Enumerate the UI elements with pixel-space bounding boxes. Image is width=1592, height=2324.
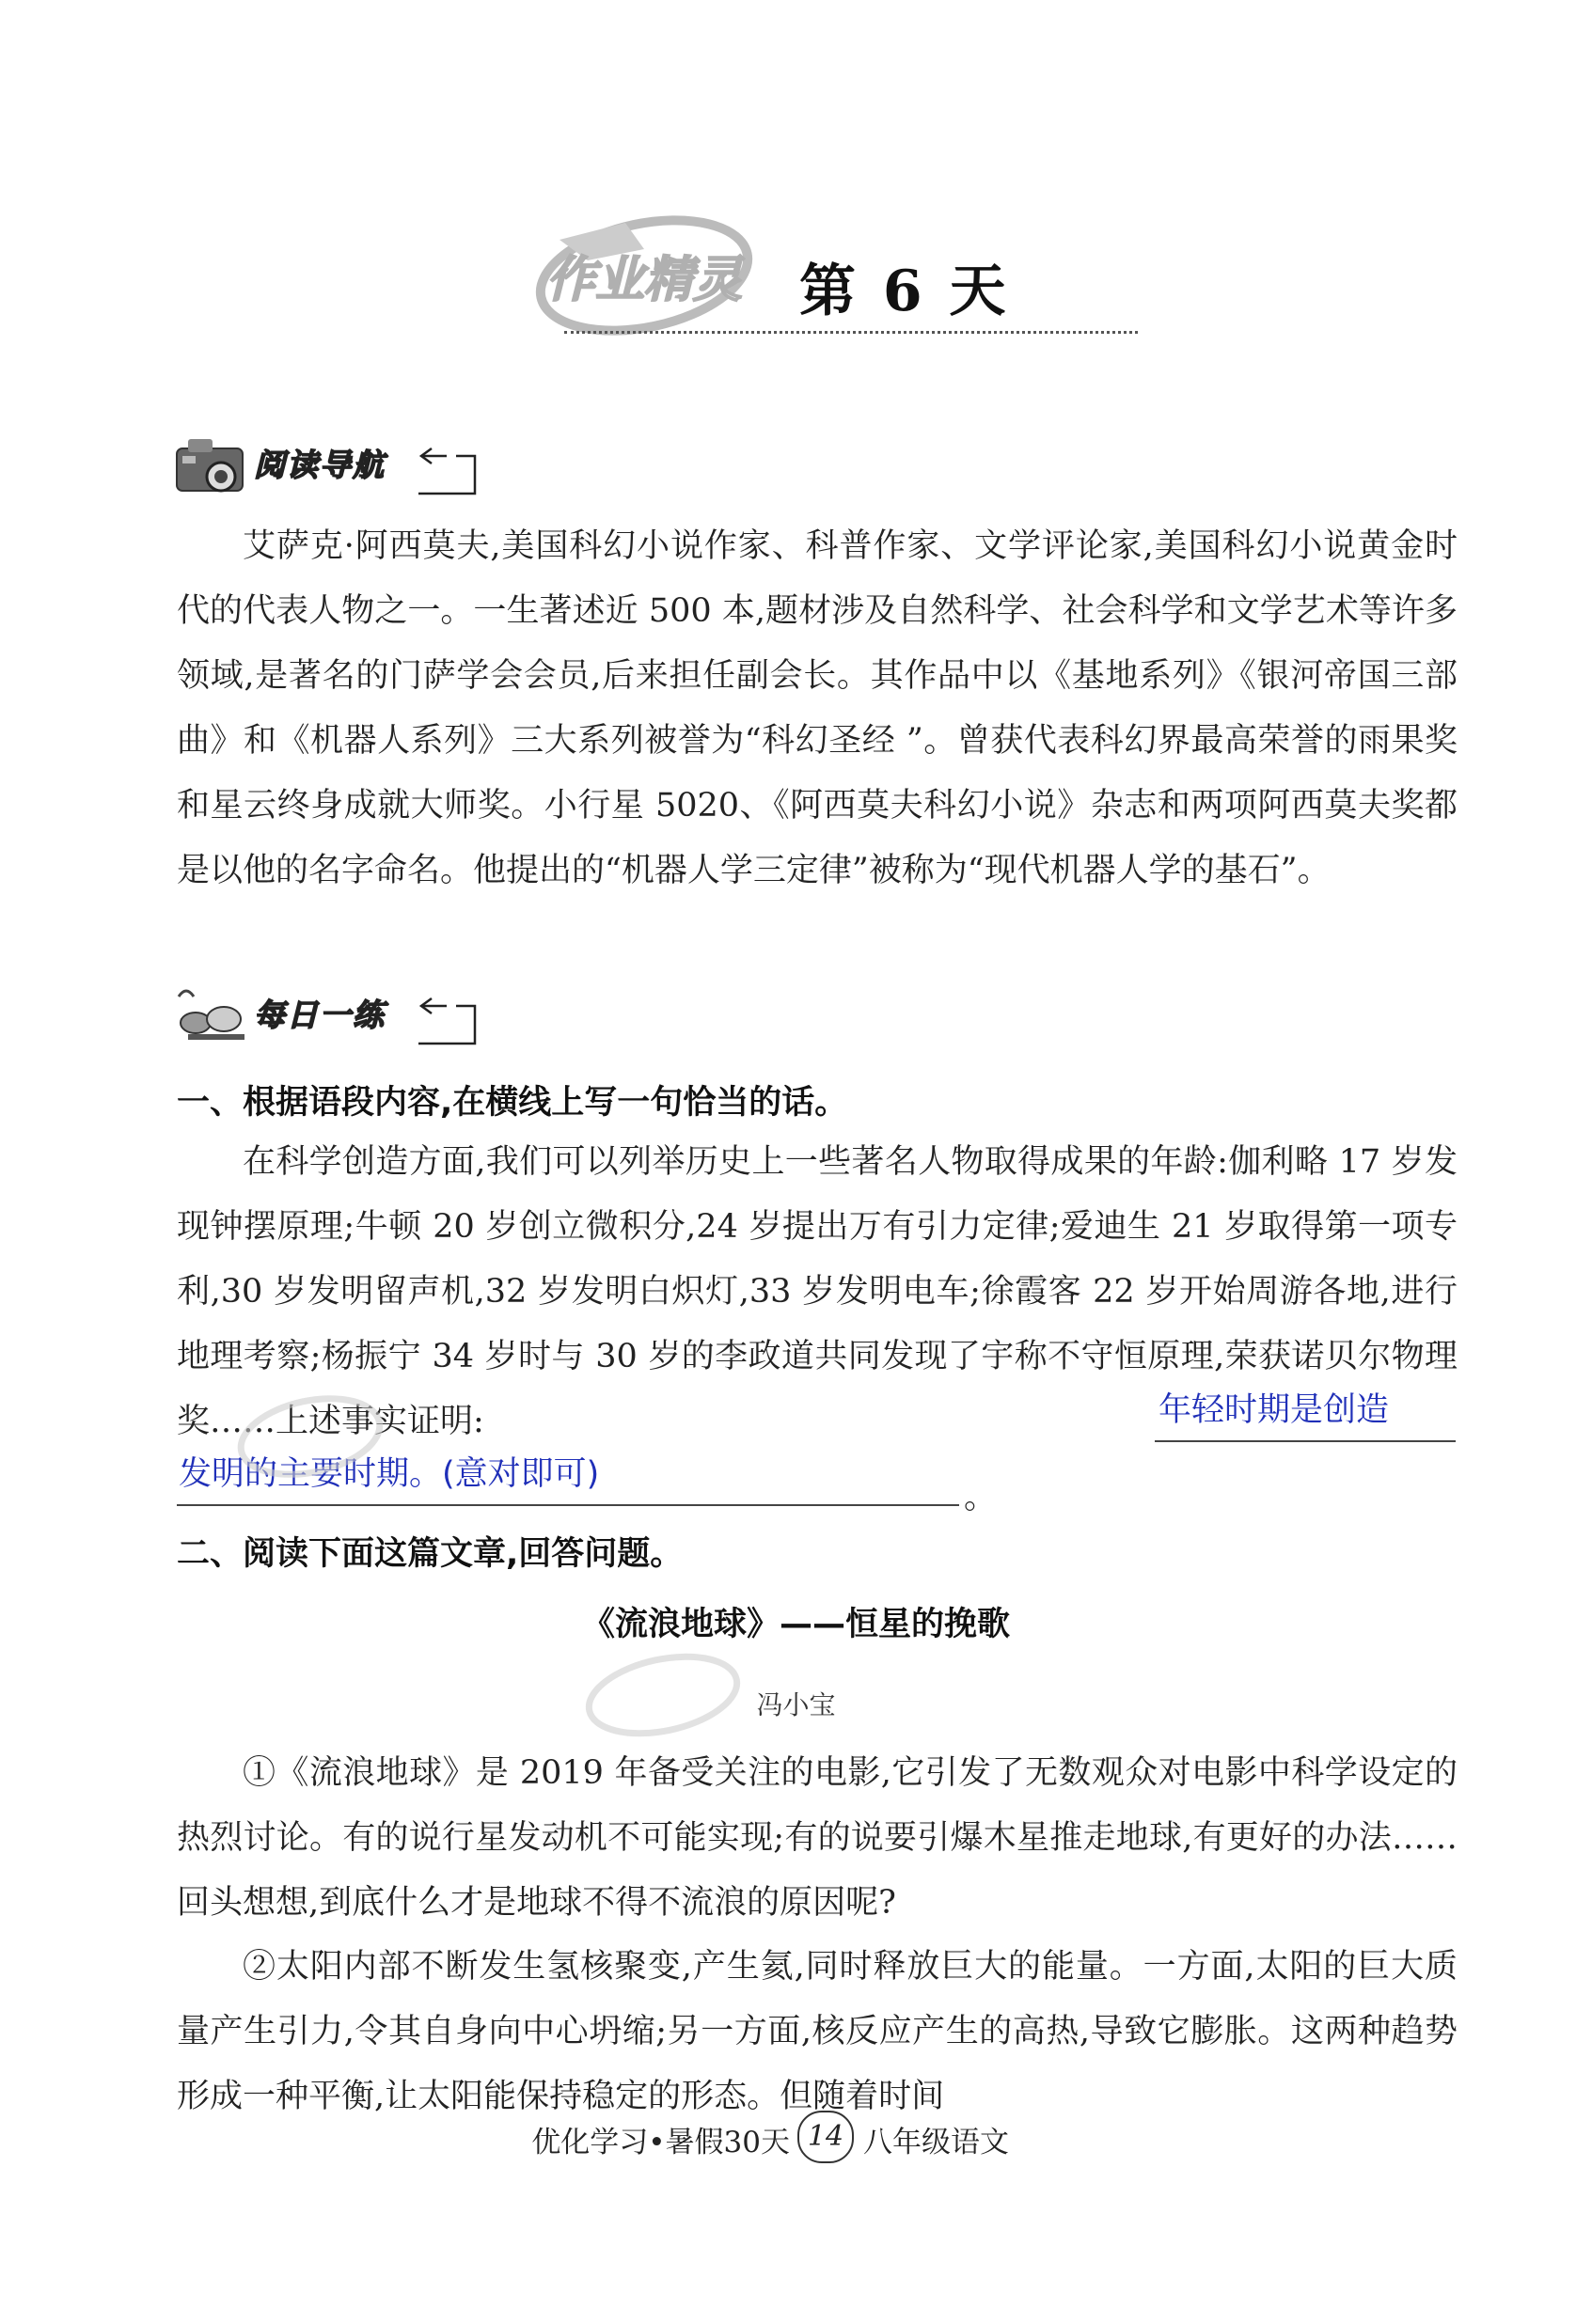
title-rule — [564, 331, 1138, 334]
question-1-paragraph: 在科学创造方面,我们可以列举历史上一些著名人物取得成果的年龄:伽利略 17 岁发现钟摆原理;牛顿 20 岁创立微积分,24 岁提出万有引力定律;爱迪生 21 岁取得第一项专利,30 岁发明留声机,32 岁发明白炽灯,33 岁发明电车;徐霞客 22 岁开始周游各地,进行地理考察;杨振宁 34 岁时与 30 岁的李政道共同发现了宇称不守恒原理,荣获诺贝尔物理奖……上述事实证明: — [177, 1143, 1458, 1440]
section-label-text: 每日一练 — [254, 997, 386, 1033]
question-1-heading: 一、根据语段内容,在横线上写一句恰当的话。 — [177, 1084, 848, 1122]
footer-subject: 八年级语文 — [863, 2126, 1009, 2159]
answer-end-mark: 。 — [964, 1479, 998, 1516]
camera-icon — [169, 428, 259, 503]
question-2-heading: 二、阅读下面这篇文章,回答问题。 — [177, 1535, 684, 1573]
logo-icon — [522, 202, 766, 343]
article-paragraph-1: ①《流浪地球》是 2019 年备受关注的电影,它引发了无数观众对电影中科学设定的热烈讨论。有的说行星发动机不可能实现;有的说要引爆木星推走地球,有更好的办法……回头想想,到底什么才是地球不得不流浪的原因呢? — [177, 1754, 1458, 1922]
logo-icon — [230, 1382, 390, 1485]
answer-line-1[interactable] — [1155, 1440, 1456, 1442]
section-label-daily-practice — [169, 978, 545, 1053]
svg-text:作业精灵: 作业精灵 — [545, 252, 743, 308]
answer-line-2[interactable] — [177, 1504, 959, 1506]
cups-icon — [169, 978, 259, 1053]
arrow-left-icon — [418, 445, 527, 497]
footer-book-title: 优化学习•暑假30天 — [531, 2126, 790, 2159]
section-label-reading-guide — [169, 428, 545, 503]
answer-text-2: 发明的主要时期。(意对即可) — [179, 1455, 600, 1493]
zuoye-jingling-logo — [522, 202, 766, 343]
day-title: 第 6 天 — [799, 259, 1010, 324]
article-paragraph-2: ②太阳内部不断发生氢核聚变,产生氦,同时释放巨大的能量。一方面,太阳的巨大质量产生引力,令其自身向中心坍缩;另一方面,核反应产生的高热,导致它膨胀。这两种趋势形成一种平衡,让太阳能保持稳定的形态。但随着时间 — [177, 1948, 1458, 2115]
reading-guide-paragraph: 艾萨克·阿西莫夫,美国科幻小说作家、科普作家、文学评论家,美国科幻小说黄金时代的代表人物之一。一生著述近 500 本,题材涉及自然科学、社会科学和文学艺术等许多领域,是著名的门萨学会会员,后来担任副会长。其作品中以《基地系列》《银河帝国三部曲》和《机器人系列》三大系列被誉为“科幻圣经 ”。曾获代表科幻界最高荣誉的雨果奖和星云终身成就大师奖。小行星 5020、《阿西莫夫科幻小说》杂志和两项阿西莫夫奖都是以他的名字命名。他提出的“机器人学三定律”被称为“现代机器人学的基石”。 — [177, 527, 1458, 889]
article-author: 冯小宝 — [756, 1689, 836, 1720]
article-title: 《流浪地球》——恒星的挽歌 — [581, 1606, 1010, 1643]
page-number: 14 — [797, 2111, 854, 2163]
page-footer — [0, 2111, 1592, 2167]
answer-text-1: 年轻时期是创造 — [1159, 1391, 1390, 1429]
watermark-logo — [230, 1382, 390, 1485]
arrow-left-icon — [418, 995, 527, 1047]
section-label-text: 阅读导航 — [254, 447, 386, 483]
